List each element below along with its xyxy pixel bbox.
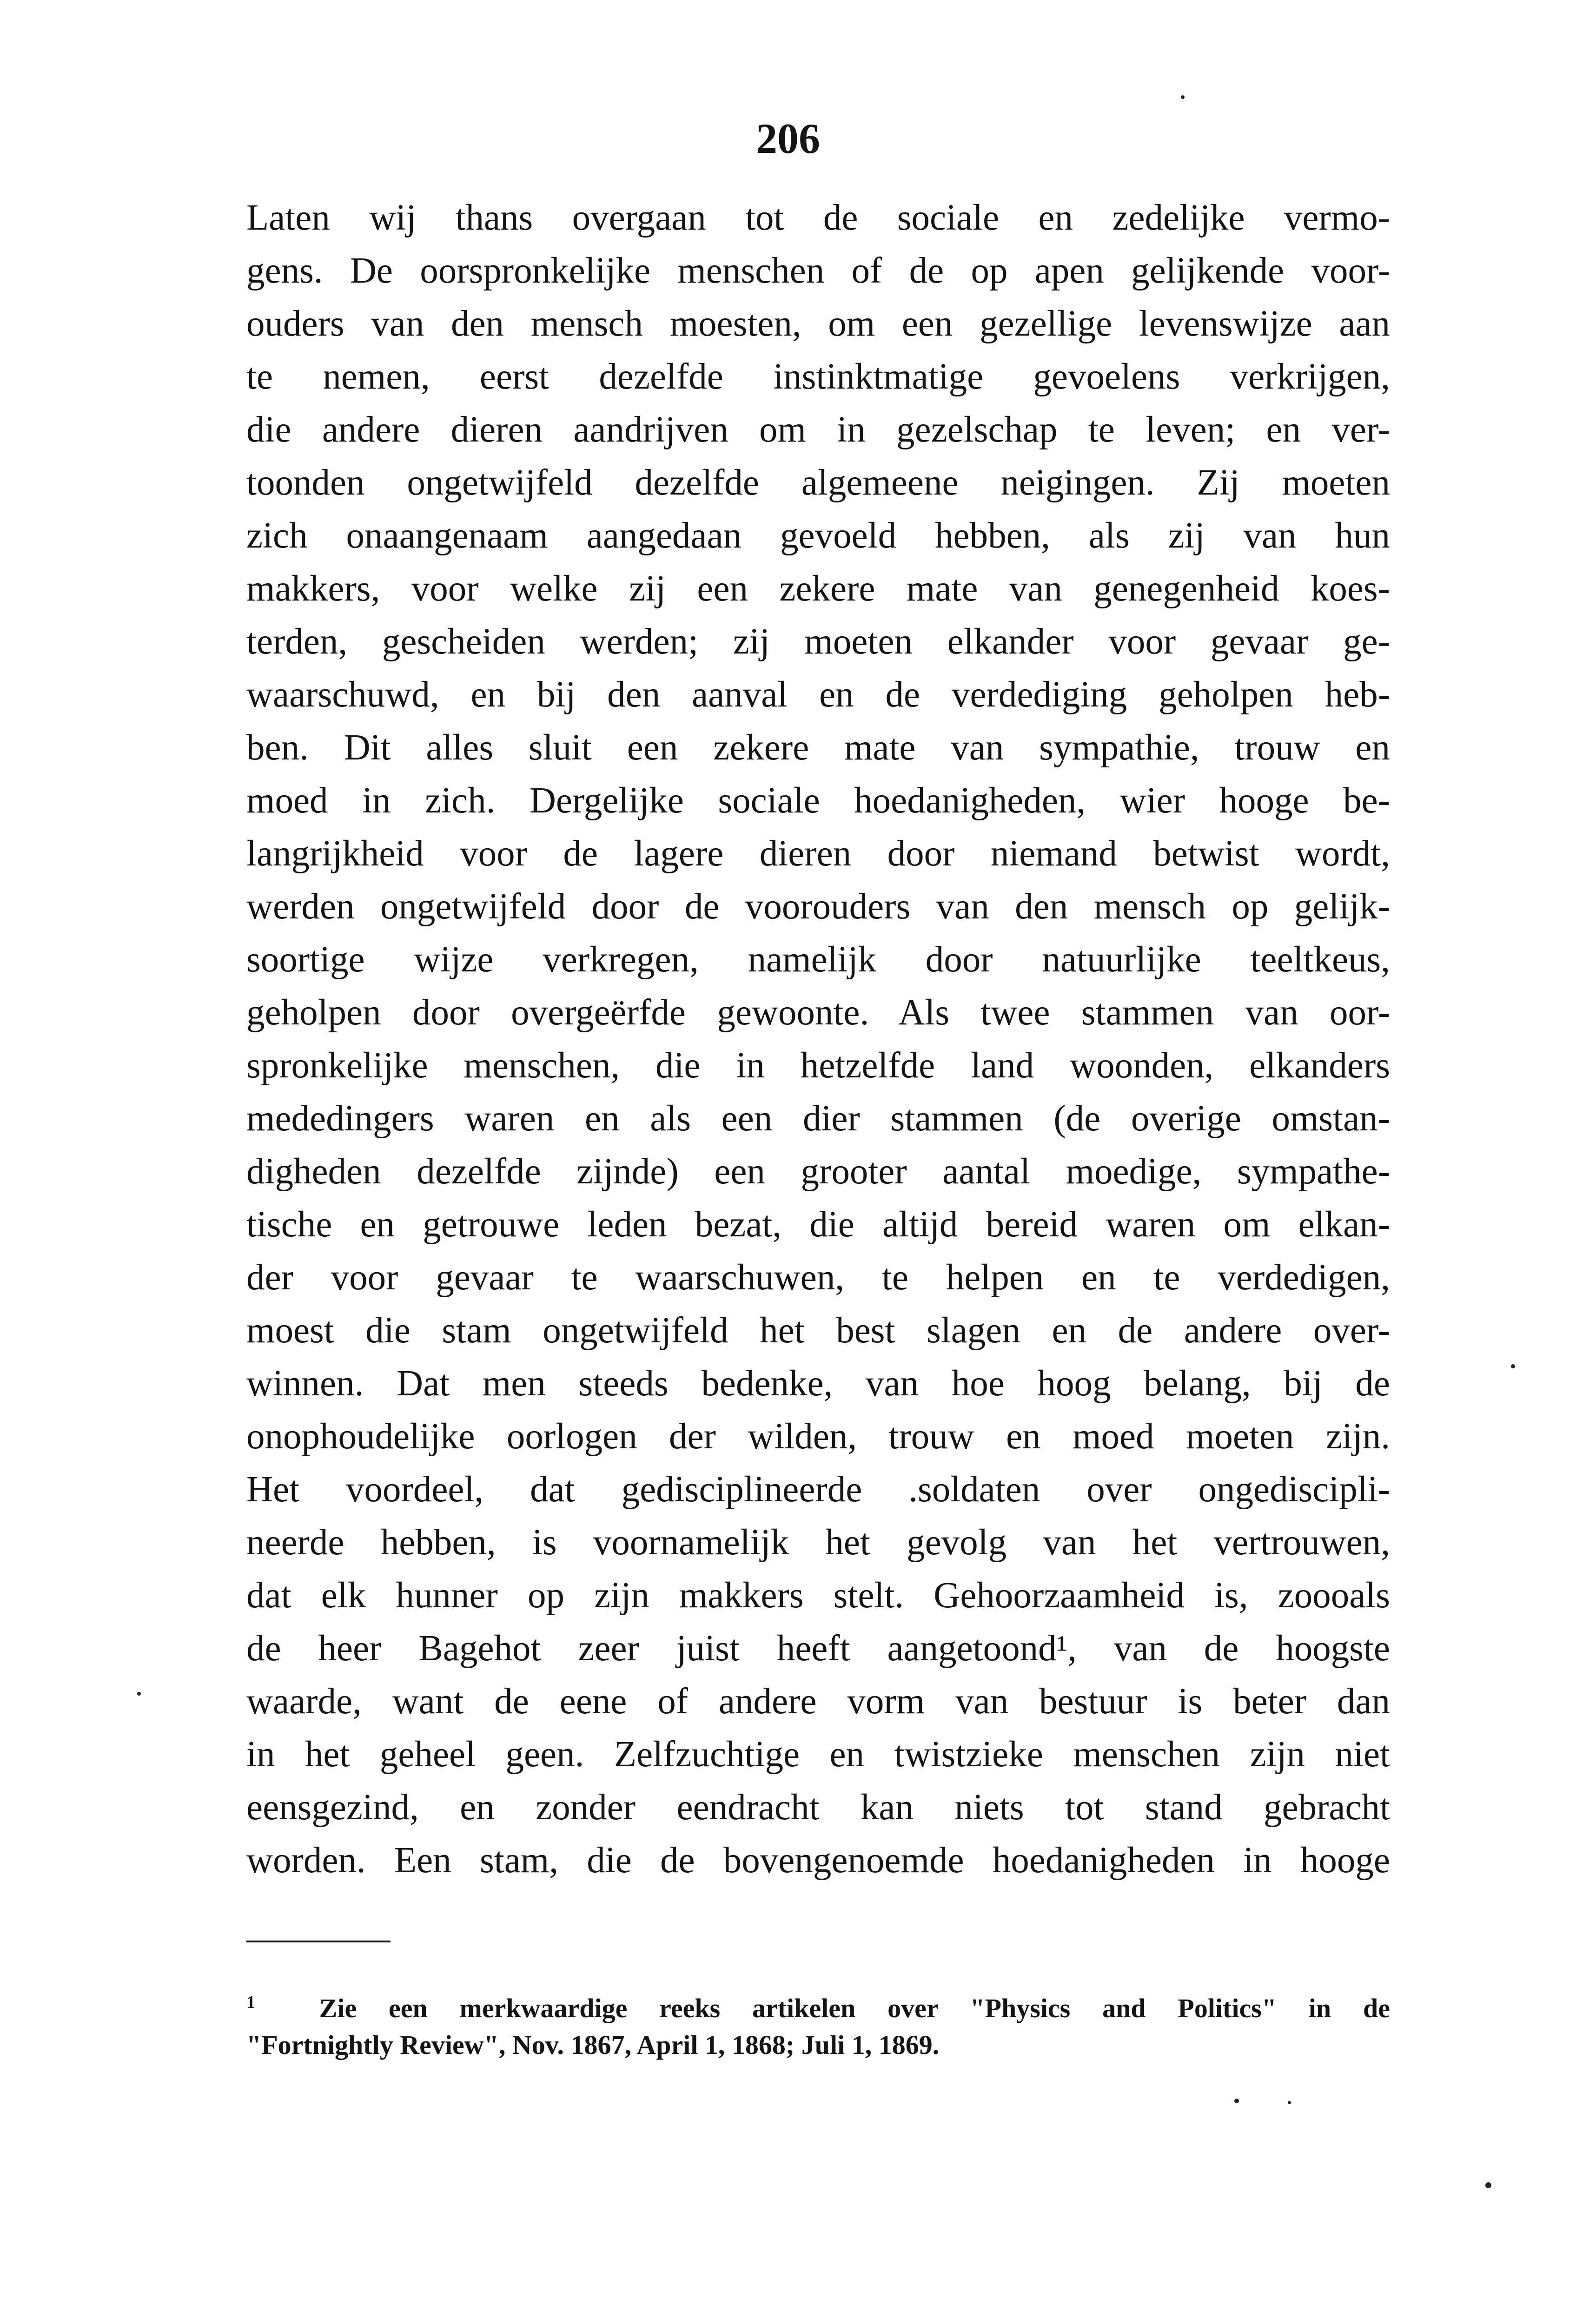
text-line: de heer Bagehot zeer juist heeft aangetoond¹, van de hoogste <box>246 1628 1390 1669</box>
text-line: moest die stam ongetwijfeld het best slagen en de andere over- <box>246 1310 1390 1351</box>
scan-speck <box>1181 95 1185 99</box>
text-line: dat elk hunner op zijn makkers stelt. Gehoorzaamheid is, zoooals <box>246 1575 1390 1616</box>
text-line: Laten wij thans overgaan tot de sociale en zedelijke vermo- <box>246 198 1390 238</box>
text-line: ouders van den mensch moesten, om een gezellige levenswijze aan <box>246 304 1390 344</box>
text-line: tische en getrouwe leden bezat, die altijd bereid waren om elkan- <box>246 1204 1390 1245</box>
text-line: ben. Dit alles sluit een zekere mate van sympathie, trouw en <box>246 727 1390 768</box>
text-line: in het geheel geen. Zelfzuchtige en twistzieke menschen zijn niet <box>246 1734 1390 1775</box>
footnote-line <box>246 1981 1390 2024</box>
text-line: waarschuwd, en bij den aanval en de verdediging geholpen heb- <box>246 674 1390 715</box>
text-line: winnen. Dat men steeds bedenke, van hoe hoog belang, bij de <box>246 1363 1390 1404</box>
text-line: zich onaangenaam aangedaan gevoeld hebben, als zij van hun <box>246 515 1390 556</box>
footnote-divider <box>246 1941 391 1942</box>
text-line: langrijkheid voor de lagere dieren door niemand betwist wordt, <box>246 833 1390 874</box>
text-line: gens. De oorspronkelijke menschen of de op apen gelijkende voor- <box>246 251 1390 291</box>
scan-speck <box>1511 1364 1515 1368</box>
footnote-line: "Fortnightly Review", Nov. 1867, April 1, 1868; Juli 1, 1869. <box>246 2030 940 2060</box>
text-line: Het voordeel, dat gedisciplineerde .soldaten over ongedisciplі- <box>246 1469 1390 1510</box>
text-line: die andere dieren aandrijven om in gezelschap te leven; en ver- <box>246 409 1390 450</box>
text-line: onophoudelijke oorlogen der wilden, trouw en moed moeten zijn. <box>246 1416 1390 1457</box>
text-line: neerde hebben, is voornamelijk het gevolg van het vertrouwen, <box>246 1522 1390 1563</box>
text-line: geholpen door overgeërfde gewoonte. Als twee stammen van oor- <box>246 992 1390 1033</box>
scan-speck <box>1234 2099 1239 2103</box>
text-line: spronkelijke menschen, die in hetzelfde land woonden, elkanders <box>246 1045 1390 1086</box>
text-line: der voor gevaar te waarschuwen, te helpen en te verdedigen, <box>246 1257 1390 1298</box>
text-line: te nemen, eerst dezelfde instinktmatige gevoelens verkrijgen, <box>246 357 1390 397</box>
scan-speck <box>1485 2182 1491 2188</box>
footnote <box>246 1981 1390 2067</box>
text-line: toonden ongetwijfeld dezelfde algemeene neigingen. Zij moeten <box>246 462 1390 503</box>
text-line: mededingers waren en als een dier stammen (de overige omstan- <box>246 1098 1390 1139</box>
scan-speck <box>1288 2101 1291 2104</box>
text-line: soortige wijze verkregen, namelijk door natuurlijke teeltkeus, <box>246 939 1390 980</box>
footnote-text: Zie een merkwaardige reeks artikelen over "Physics and Politics" in de <box>319 1993 1390 2023</box>
text-line: worden. Een stam, die de bovengenoemde hoedanigheden in hooge <box>246 1840 1390 1881</box>
text-line: eensgezind, en zonder eendracht kan niets tot stand gebracht <box>246 1787 1390 1828</box>
body-text <box>246 191 1390 1887</box>
text-line: werden ongetwijfeld door de voorouders van den mensch op gelijk- <box>246 886 1390 927</box>
scan-speck <box>137 1692 141 1696</box>
text-line: moed in zich. Dergelijke sociale hoedanigheden, wier hooge be- <box>246 780 1390 821</box>
text-line: waarde, want de eene of andere vorm van bestuur is beter dan <box>246 1681 1390 1722</box>
page-number: 206 <box>756 115 820 162</box>
text-line: terden, gescheiden werden; zij moeten elkander voor gevaar ge- <box>246 621 1390 662</box>
text-line: makkers, voor welke zij een zekere mate van genegenheid koes- <box>246 568 1390 609</box>
footnote-marker: 1 <box>246 1993 255 2012</box>
text-line: digheden dezelfde zijnde) een grooter aantal moedige, sympathe- <box>246 1151 1390 1192</box>
